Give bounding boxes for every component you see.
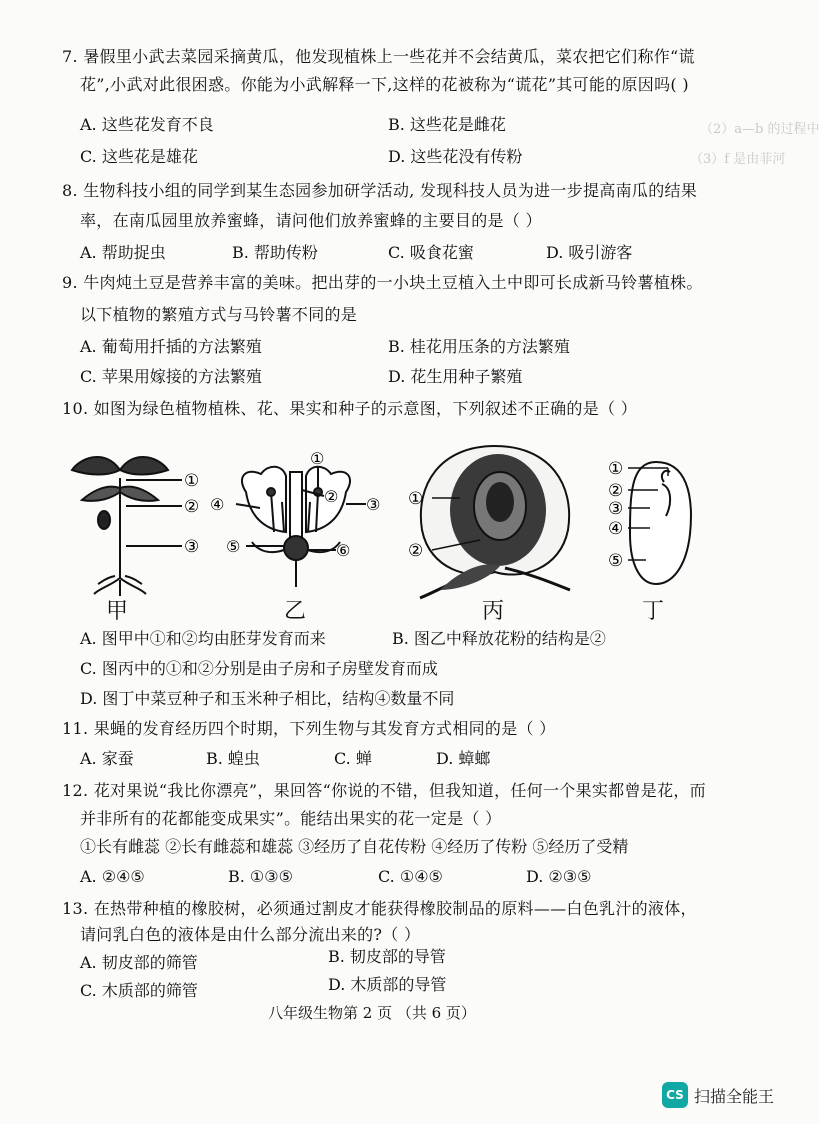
figure-ding-seed <box>606 454 706 594</box>
yi-mark-4: ④ <box>210 495 225 514</box>
q11-option-b: B. 蝗虫 <box>206 749 260 768</box>
bleed-through-text: （2）a—b 的过程中 <box>700 122 819 137</box>
q13-option-c: C. 木质部的筛管 <box>80 981 198 1000</box>
jia-mark-1: ① <box>184 471 200 491</box>
q8-stem-line1: 8. 生物科技小组的同学到某生态园参加研学活动, 发现科技人员为进一步提高南瓜的结果 <box>62 181 698 200</box>
q13-option-b: B. 韧皮部的导管 <box>328 947 446 966</box>
q9-stem-line1: 9. 牛肉炖土豆是营养丰富的美味。把出芽的一小块土豆植入土中即可长成新马铃薯植株。 <box>62 273 703 292</box>
figure-jia-label: 甲 <box>106 599 129 624</box>
jia-mark-3: ③ <box>184 537 200 557</box>
ding-mark-1: ① <box>608 459 624 479</box>
q7-stem-line1: 7. 暑假里小武去菜园采摘黄瓜，他发现植株上一些花并不会结黄瓜，菜农把它们称作“谎 <box>62 47 695 66</box>
ding-mark-2: ② <box>608 481 624 501</box>
q12-stem-line1: 12. 花对果说“我比你漂亮”，果回答“你说的不错，但我知道，任何一个果实都曾是花，而 <box>62 781 706 800</box>
q8-option-d: D. 吸引游客 <box>546 243 633 262</box>
q8-option-b: B. 帮助传粉 <box>232 243 318 262</box>
yi-mark-5: ⑤ <box>226 537 241 556</box>
yi-mark-1: ① <box>310 449 325 468</box>
q7-option-d: D. 这些花没有传粉 <box>388 147 523 166</box>
q9-stem-line2: 以下植物的繁殖方式与马铃薯不同的是 <box>80 305 358 324</box>
jia-mark-2: ② <box>184 497 200 517</box>
ding-mark-5: ⑤ <box>608 551 624 571</box>
ding-mark-3: ③ <box>608 499 624 519</box>
q10-stem: 10. 如图为绿色植物植株、花、果实和种子的示意图，下列叙述不正确的是（ ） <box>62 399 638 418</box>
q12-option-c: C. ①④⑤ <box>378 867 443 886</box>
ding-mark-4: ④ <box>608 519 624 539</box>
q10-option-c: C. 图丙中的①和②分别是由子房和子房壁发育而成 <box>80 659 438 678</box>
q9-option-a: A. 葡萄用扦插的方法繁殖 <box>80 337 262 356</box>
q12-stem-line2: 并非所有的花都能变成果实”。能结出果实的花一定是（ ） <box>80 809 502 828</box>
q12-option-d: D. ②③⑤ <box>526 867 592 886</box>
figure-yi-flower <box>206 449 386 592</box>
q8-option-a: A. 帮助捉虫 <box>80 243 166 262</box>
q12-option-a: A. ②④⑤ <box>80 867 145 886</box>
q13-option-a: A. 韧皮部的筛管 <box>80 953 198 972</box>
bing-mark-2: ② <box>408 541 424 561</box>
q11-option-d: D. 蟑螂 <box>436 749 491 768</box>
q11-option-c: C. 蝉 <box>334 749 372 768</box>
q11-option-a: A. 家蚕 <box>80 749 134 768</box>
bing-mark-1: ① <box>408 489 424 509</box>
figure-yi-label: 乙 <box>284 599 307 624</box>
bleed-through-text: （3）f 是由菲河 <box>690 152 786 167</box>
q9-option-c: C. 苹果用嫁接的方法繁殖 <box>80 367 262 386</box>
q10-option-a: A. 图甲中①和②均由胚芽发育而来 <box>80 629 326 648</box>
q8-option-c: C. 吸食花蜜 <box>388 243 474 262</box>
q13-stem-line2: 请问乳白色的液体是由什么部分流出来的?（ ） <box>80 925 421 944</box>
yi-mark-2: ② <box>324 487 339 506</box>
yi-mark-6: ⑥ <box>336 541 351 560</box>
figure-jia-seedling <box>60 448 220 598</box>
q7-option-a: A. 这些花发育不良 <box>80 115 214 134</box>
q10-option-b: B. 图乙中释放花粉的结构是② <box>392 629 606 648</box>
camscanner-logo-icon: CS <box>662 1082 688 1108</box>
q9-option-d: D. 花生用种子繁殖 <box>388 367 523 386</box>
figure-bing-fruit <box>400 440 590 600</box>
yi-mark-3: ③ <box>366 495 381 514</box>
q13-option-d: D. 木质部的导管 <box>328 975 447 994</box>
figure-ding-label: 丁 <box>642 599 665 624</box>
q12-items: ①长有雌蕊 ②长有雌蕊和雄蕊 ③经历了自花传粉 ④经历了传粉 ⑤经历了受精 <box>80 837 629 856</box>
q10-option-d: D. 图丁中菜豆种子和玉米种子相比，结构④数量不同 <box>80 689 455 708</box>
q12-option-b: B. ①③⑤ <box>228 867 293 886</box>
q8-stem-line2: 率，在南瓜园里放养蜜蜂，请问他们放养蜜蜂的主要目的是（ ） <box>80 211 542 230</box>
camscanner-watermark-text: 扫描全能王 <box>694 1087 775 1106</box>
q7-option-b: B. 这些花是雌花 <box>388 115 506 134</box>
page-footer: 八年级生物第 2 页 （共 6 页） <box>268 1004 476 1022</box>
q9-option-b: B. 桂花用压条的方法繁殖 <box>388 337 570 356</box>
q7-stem-line2: 花”,小武对此很困惑。你能为小武解释一下,这样的花被称为“谎花”其可能的原因吗( ) <box>80 75 689 94</box>
q7-option-c: C. 这些花是雄花 <box>80 147 198 166</box>
q11-stem: 11. 果蝇的发育经历四个时期，下列生物与其发育方式相同的是（ ） <box>62 719 556 738</box>
figure-bing-label: 丙 <box>482 599 505 624</box>
q13-stem-line1: 13. 在热带种植的橡胶树，必须通过割皮才能获得橡胶制品的原料——白色乳汁的液体， <box>62 899 697 918</box>
